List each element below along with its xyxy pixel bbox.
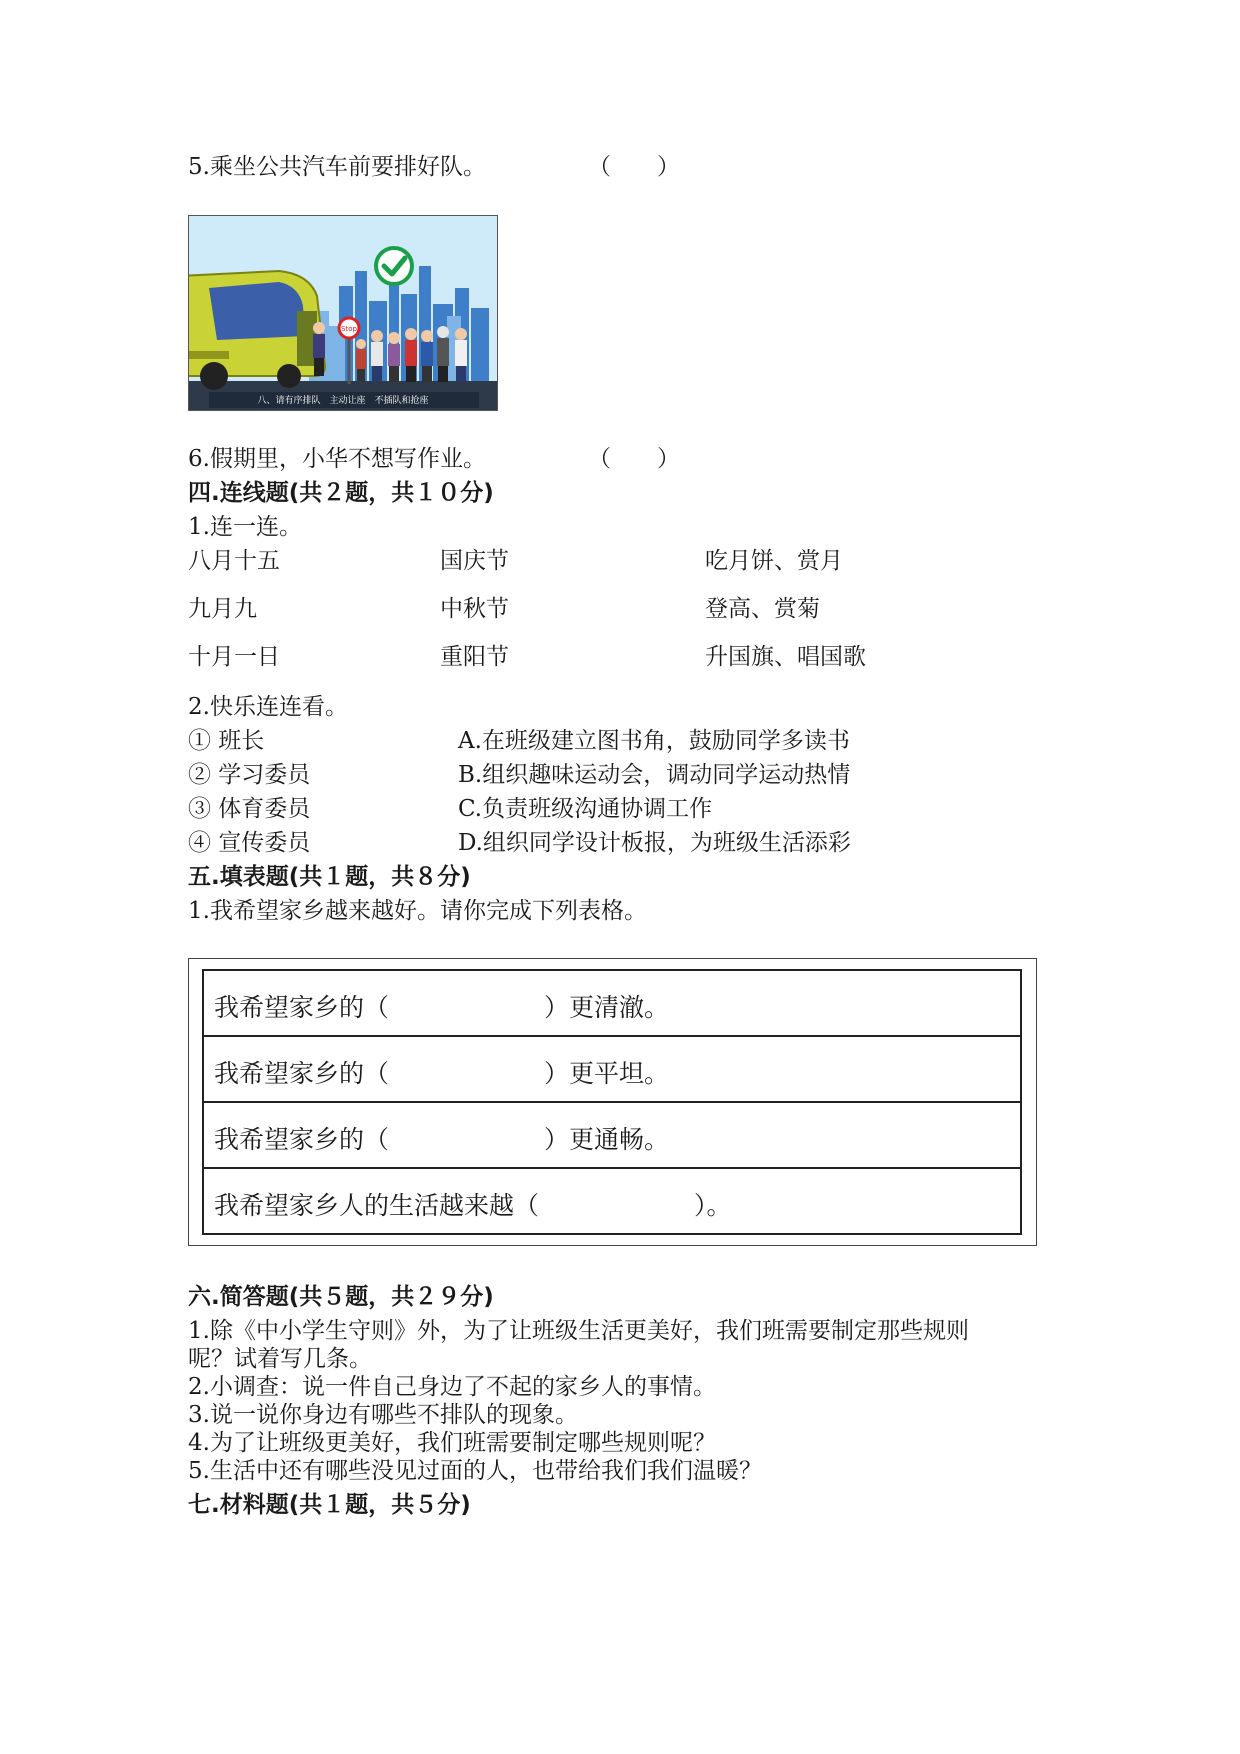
match-duty[interactable]: A.在班级建立图书角，鼓励同学多读书 xyxy=(458,728,850,754)
fill-table xyxy=(202,969,1022,1235)
short-answer-5: 5.生活中还有哪些没见过面的人，也带给我们我们温暖？ xyxy=(188,1458,762,1484)
table-cell-prompt: 我希望家乡的（ xyxy=(214,993,390,1022)
table-cell-suffix: ）。 xyxy=(694,1191,732,1220)
queue-illustration xyxy=(188,215,498,411)
short-answer-3: 3.说一说你身边有哪些不排队的现象。 xyxy=(188,1402,578,1428)
match-role[interactable]: ③ 体育委员 xyxy=(188,796,311,822)
match-festival[interactable]: 重阳节 xyxy=(440,644,509,670)
bus-queue-scene xyxy=(189,216,498,411)
short-answer-1-line1: 1.除《中小学生守则》外，为了让班级生活更美好，我们班需要制定那些规则 xyxy=(188,1318,969,1344)
table-cell-suffix: ）更通畅。 xyxy=(544,1125,670,1154)
match-custom[interactable]: 吃月饼、赏月 xyxy=(705,548,843,574)
match-duty[interactable]: B.组织趣味运动会，调动同学运动热情 xyxy=(458,762,851,788)
short-answer-1-line2: 呢？试着写几条。 xyxy=(188,1346,372,1372)
check-mark-icon xyxy=(376,248,412,284)
section-6-heading: 六.简答题(共５题，共２９分) xyxy=(188,1284,494,1310)
question-6-text: 6.假期里，小华不想写作业。 xyxy=(188,446,486,472)
question-5-text: 5.乘坐公共汽车前要排好队。 xyxy=(188,154,486,180)
match-festival[interactable]: 中秋节 xyxy=(440,596,509,622)
fill-table-frame xyxy=(188,958,1037,1246)
bus-icon xyxy=(189,271,325,390)
match-role[interactable]: ② 学习委员 xyxy=(188,762,311,788)
table-cell-prompt: 我希望家乡的（ xyxy=(214,1125,390,1154)
section-7-heading: 七.材料题(共１题，共５分) xyxy=(188,1492,471,1518)
table-cell-suffix: ）更平坦。 xyxy=(544,1059,670,1088)
svg-text:Stop: Stop xyxy=(341,325,357,333)
table-row[interactable] xyxy=(204,1169,1020,1235)
table-cell-prompt: 我希望家乡的（ xyxy=(214,1059,390,1088)
table-cell-prompt: 我希望家乡人的生活越来越（ xyxy=(214,1191,540,1220)
short-answer-4: 4.为了让班级更美好，我们班需要制定哪些规则呢？ xyxy=(188,1430,716,1456)
match-custom[interactable]: 登高、赏菊 xyxy=(705,596,820,622)
match-question-2-title: 2.快乐连连看。 xyxy=(188,694,348,720)
table-cell-suffix: ）更清澈。 xyxy=(544,993,670,1022)
match-role[interactable]: ① 班长 xyxy=(188,728,265,754)
match-custom[interactable]: 升国旗、唱国歌 xyxy=(705,644,866,670)
match-duty[interactable]: C.负责班级沟通协调工作 xyxy=(458,796,713,822)
short-answer-2: 2.小调查：说一件自己身边了不起的家乡人的事情。 xyxy=(188,1374,716,1400)
illustration-caption: 八、请有序排队 主动让座 不插队和抢座 xyxy=(257,396,429,406)
section-4-heading: 四.连线题(共２题，共１０分) xyxy=(188,480,494,506)
table-row[interactable] xyxy=(204,1037,1020,1103)
answer-paren-6[interactable]: （ ） xyxy=(588,446,680,472)
match-festival[interactable]: 国庆节 xyxy=(440,548,509,574)
section-5-heading: 五.填表题(共１题，共８分) xyxy=(188,864,471,890)
answer-paren-5[interactable]: （ ） xyxy=(588,154,680,180)
match-date[interactable]: 八月十五 xyxy=(188,548,280,574)
match-question-1-title: 1.连一连。 xyxy=(188,514,302,540)
match-date[interactable]: 十月一日 xyxy=(188,644,280,670)
table-row[interactable] xyxy=(204,971,1020,1037)
table-question-1: 1.我希望家乡越来越好。请你完成下列表格。 xyxy=(188,898,647,924)
match-date[interactable]: 九月九 xyxy=(188,596,257,622)
table-row[interactable] xyxy=(204,1103,1020,1169)
match-duty[interactable]: D.组织同学设计板报，为班级生活添彩 xyxy=(458,830,851,856)
match-role[interactable]: ④ 宣传委员 xyxy=(188,830,311,856)
